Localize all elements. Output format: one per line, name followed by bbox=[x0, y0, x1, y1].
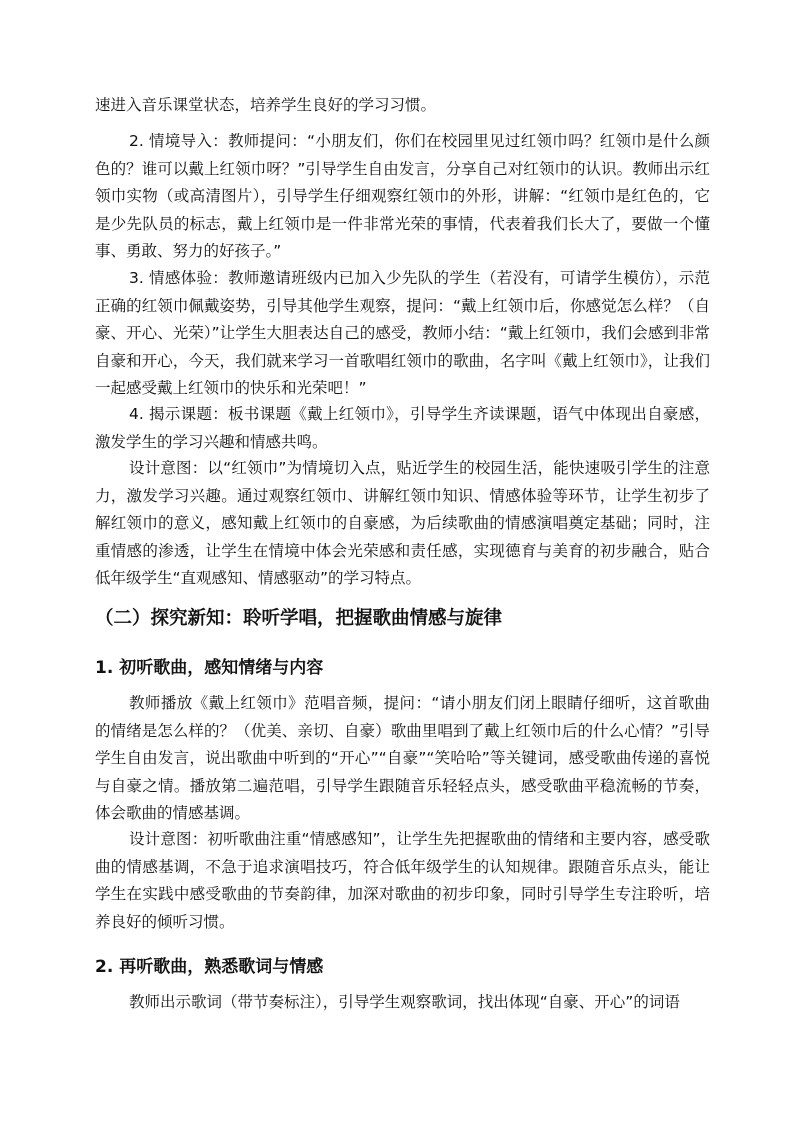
paragraph-continued: 速进入音乐课堂状态，培养学生良好的学习习惯。 bbox=[95, 96, 437, 114]
paragraph-first-listen: 教师播放《戴上红领巾》范唱音频，提问：“请小朋友们闭上眼睛仔细听，这首歌曲的情绪是怎么样的？（优美、亲切、自豪）歌曲里唱到了戴上红领巾后的什么心情？”引导学生自由发言，说出歌曲中听到的“开心”“自豪”“笑哈哈”等关键词，感受歌曲传递的喜悦与自豪之情。播放第二遍范唱，引导学生跟随音乐轻轻点头，感受歌曲平稳流畅的节奏，体会歌曲的情感基调。 bbox=[95, 694, 710, 822]
paragraph-design-intent-2: 设计意图：初听歌曲注重“情感感知”，让学生先把握歌曲的情绪和主要内容，感受歌曲的情感基调，不急于追求演唱技巧，符合低年级学生的认知规律。跟随音乐点头，能让学生在实践中感受歌曲的节奏韵律，加深对歌曲的初步印象，同时引导学生专注聆听，培养良好的倾听习惯。 bbox=[95, 830, 710, 931]
subheading-second-listen: 2. 再听歌曲，熟悉歌词与情感 bbox=[95, 957, 324, 977]
paragraph-emotional-experience: 3. 情感体验：教师邀请班级内已加入少先队的学生（若没有，可请学生模仿），示范正确的红领巾佩戴姿势，引导其他学生观察，提问：“戴上红领巾后，你感觉怎么样？（自豪、开心、光荣）”让学生大胆表达自己的感受，教师小结：“戴上红领巾，我们会感到非常自豪和开心，今天，我们就来学习一首歌唱红领巾的歌曲，名字叫《戴上红领巾》，让我们一起感受戴上红领巾的快乐和光荣吧！” bbox=[95, 269, 710, 397]
paragraph-situation-intro: 2. 情境导入：教师提问：“小朋友们，你们在校园里见过红领巾吗？红领巾是什么颜色的？谁可以戴上红领巾呀？”引导学生自由发言，分享自己对红领巾的认识。教师出示红领巾实物（或高清图片），引导学生仔细观察红领巾的外形，讲解：“红领巾是红色的，它是少先队员的标志，戴上红领巾是一件非常光荣的事情，代表着我们长大了，要做一个懂事、勇敢、努力的好孩子。” bbox=[95, 132, 710, 260]
subheading-first-listen: 1. 初听歌曲，感知情绪与内容 bbox=[95, 658, 324, 678]
paragraph-second-listen: 教师出示歌词（带节奏标注），引导学生观察歌词，找出体现“自豪、开心”的词语 bbox=[129, 993, 680, 1011]
section-heading-explore: （二）探究新知：聆听学唱，把握歌曲情感与旋律 bbox=[95, 608, 503, 629]
paragraph-design-intent-1: 设计意图：以“红领巾”为情境切入点，贴近学生的校园生活，能快速吸引学生的注意力，激发学习兴趣。通过观察红领巾、讲解红领巾知识、情感体验等环节，让学生初步了解红领巾的意义，感知戴上红领巾的自豪感，为后续歌曲的情感演唱奠定基础；同时，注重情感的渗透，让学生在情境中体会光荣感和责任感，实现德育与美育的初步融合，贴合低年级学生“直观感知、情感驱动”的学习特点。 bbox=[95, 459, 710, 587]
paragraph-reveal-topic: 4. 揭示课题：板书课题《戴上红领巾》，引导学生齐读课题，语气中体现出自豪感，激发学生的学习兴趣和情感共鸣。 bbox=[95, 405, 710, 451]
